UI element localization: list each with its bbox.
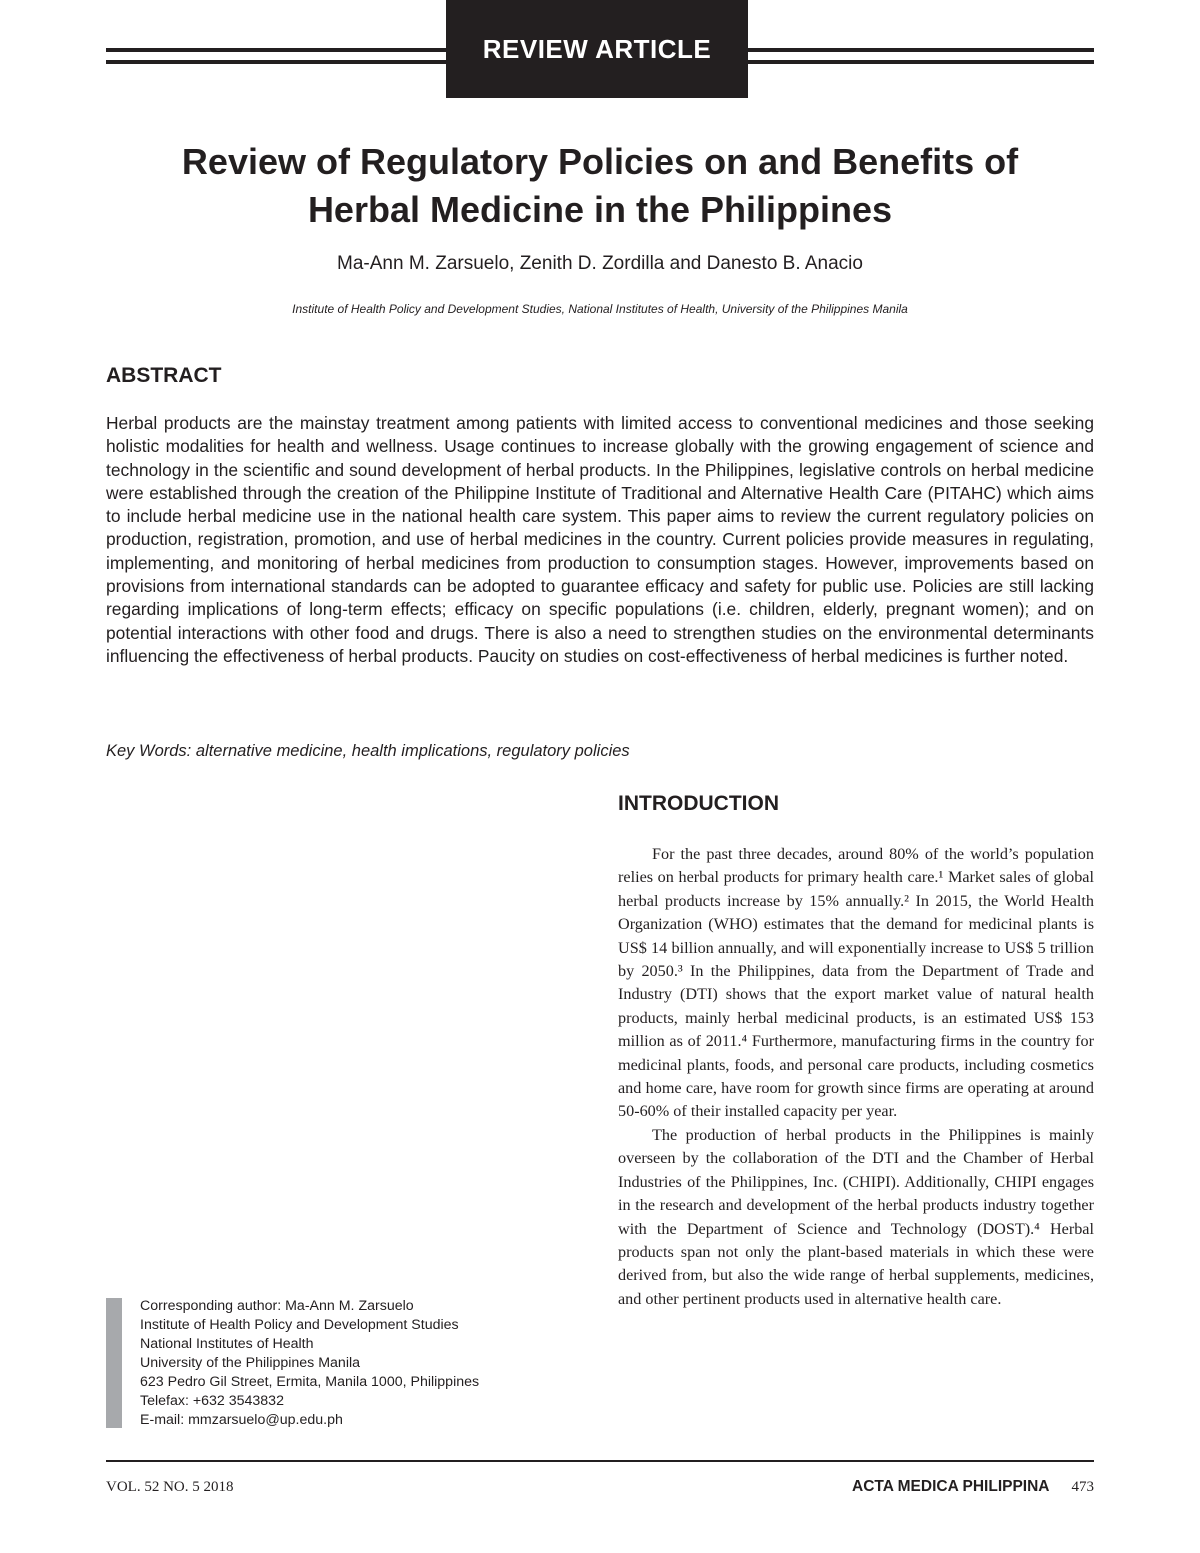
abstract-text: Herbal products are the mainstay treatment among patients with limited access to conventional medicines and those seeking holistic modalities for health and wellness. Usage continues to increase globally with the growing engagement of science and technology in the scientific and sound development of herbal products. In the Philippines, legislative controls on herbal medicine were established through the creation of the Philippine Institute of Traditional and Alternative Health Care (PITAHC) which aims to include herbal medicine use in the national health care system. This paper aims to review the current regulatory policies on production, registration, promotion, and use of herbal medicines in the country. Current policies provide measures in regulating, implementing, and monitoring of herbal medicines from production to consumption stages. However, improvements based on provisions from international standards can be adopted to guarantee efficacy and safety for public use. Policies are still lacking regarding implications of long-term effects; efficacy on specific populations (i.e. children, elderly, pregnant women); and on potential interactions with other food and drugs. There is also a need to strengthen studies on the environmental determinants influencing the effectiveness of herbal products. Paucity on studies on cost-effectiveness of herbal medicines is further noted. <box>106 413 1094 666</box>
title-line: Herbal Medicine in the Philippines <box>307 189 893 230</box>
correspondence-line: Telefax: +632 3543832 <box>140 1393 284 1409</box>
correspondence-bar <box>106 1298 122 1428</box>
author-list: Ma-Ann M. Zarsuelo, Zenith D. Zordilla and Danesto B. Anacio <box>337 253 863 274</box>
author-affiliation: Institute of Health Policy and Development Studies, National Institutes of Health, University of the Philippines Manila <box>292 302 908 316</box>
footer-right <box>852 1478 1094 1496</box>
introduction-paragraph: The production of herbal products in the Philippines is mainly overseen by the collaboration of the DTI and the Chamber of Herbal Industries of the Philippines, Inc. (CHIPI). Additionally, CHIPI engages in the research and development of the herbal products industry together with the Department of Science and Technology (DOST).⁴ Herbal products span not only the plant-based materials in which these were derived from, but also the wide range of herbal supplements, medicines, and other pertinent products used in alternative health care. <box>618 1125 1094 1308</box>
correspondence-block <box>140 1297 479 1430</box>
page-number: 473 <box>1071 1479 1094 1495</box>
keywords: Key Words: alternative medicine, health implications, regulatory policies <box>106 742 630 760</box>
journal-name: ACTA MEDICA PHILIPPINA <box>852 1478 1050 1495</box>
correspondence-line: Corresponding author: Ma-Ann M. Zarsuelo <box>140 1298 414 1314</box>
correspondence-line: Institute of Health Policy and Development Studies <box>140 1317 459 1333</box>
correspondence-line: National Institutes of Health <box>140 1336 314 1352</box>
introduction-body <box>618 843 1094 1311</box>
introduction-paragraph: For the past three decades, around 80% of the world’s population relies on herbal products for primary health care.¹ Market sales of global herbal products increase by 15% annually.² In 2015, the World Health Organization (WHO) estimates that the demand for medicinal plants is US$ 14 billion annually, and will exponentially increase to US$ 5 trillion by 2050.³ In the Philippines, data from the Department of Trade and Industry (DTI) shows that the export market value of natural health products, mainly herbal medicinal products, is an estimated US$ 153 million as of 2011.⁴ Furthermore, manufacturing firms in the country for medicinal plants, foods, and personal care products, including cosmetics and home care, have room for growth since firms are operating at around 50-60% of their installed capacity per year. <box>618 845 1094 1121</box>
correspondence-line: University of the Philippines Manila <box>140 1355 361 1371</box>
article-type-label: REVIEW ARTICLE <box>446 0 748 98</box>
title-line: Review of Regulatory Policies on and Benefits of <box>181 141 1019 182</box>
footer-rule <box>106 1460 1094 1462</box>
volume-info: VOL. 52 NO. 5 2018 <box>106 1479 234 1495</box>
introduction-heading: INTRODUCTION <box>618 792 779 815</box>
header-rule-right-top <box>748 48 1094 52</box>
header-rule-left-top <box>106 48 446 52</box>
header-rule-left-bottom <box>106 60 446 64</box>
correspondence-email[interactable]: E-mail: mmzarsuelo@up.edu.ph <box>140 1412 343 1428</box>
correspondence-line: 623 Pedro Gil Street, Ermita, Manila 1000, Philippines <box>140 1374 480 1390</box>
header-rule-right-bottom <box>748 60 1094 64</box>
article-title <box>106 138 1094 234</box>
abstract-heading: ABSTRACT <box>106 364 222 387</box>
